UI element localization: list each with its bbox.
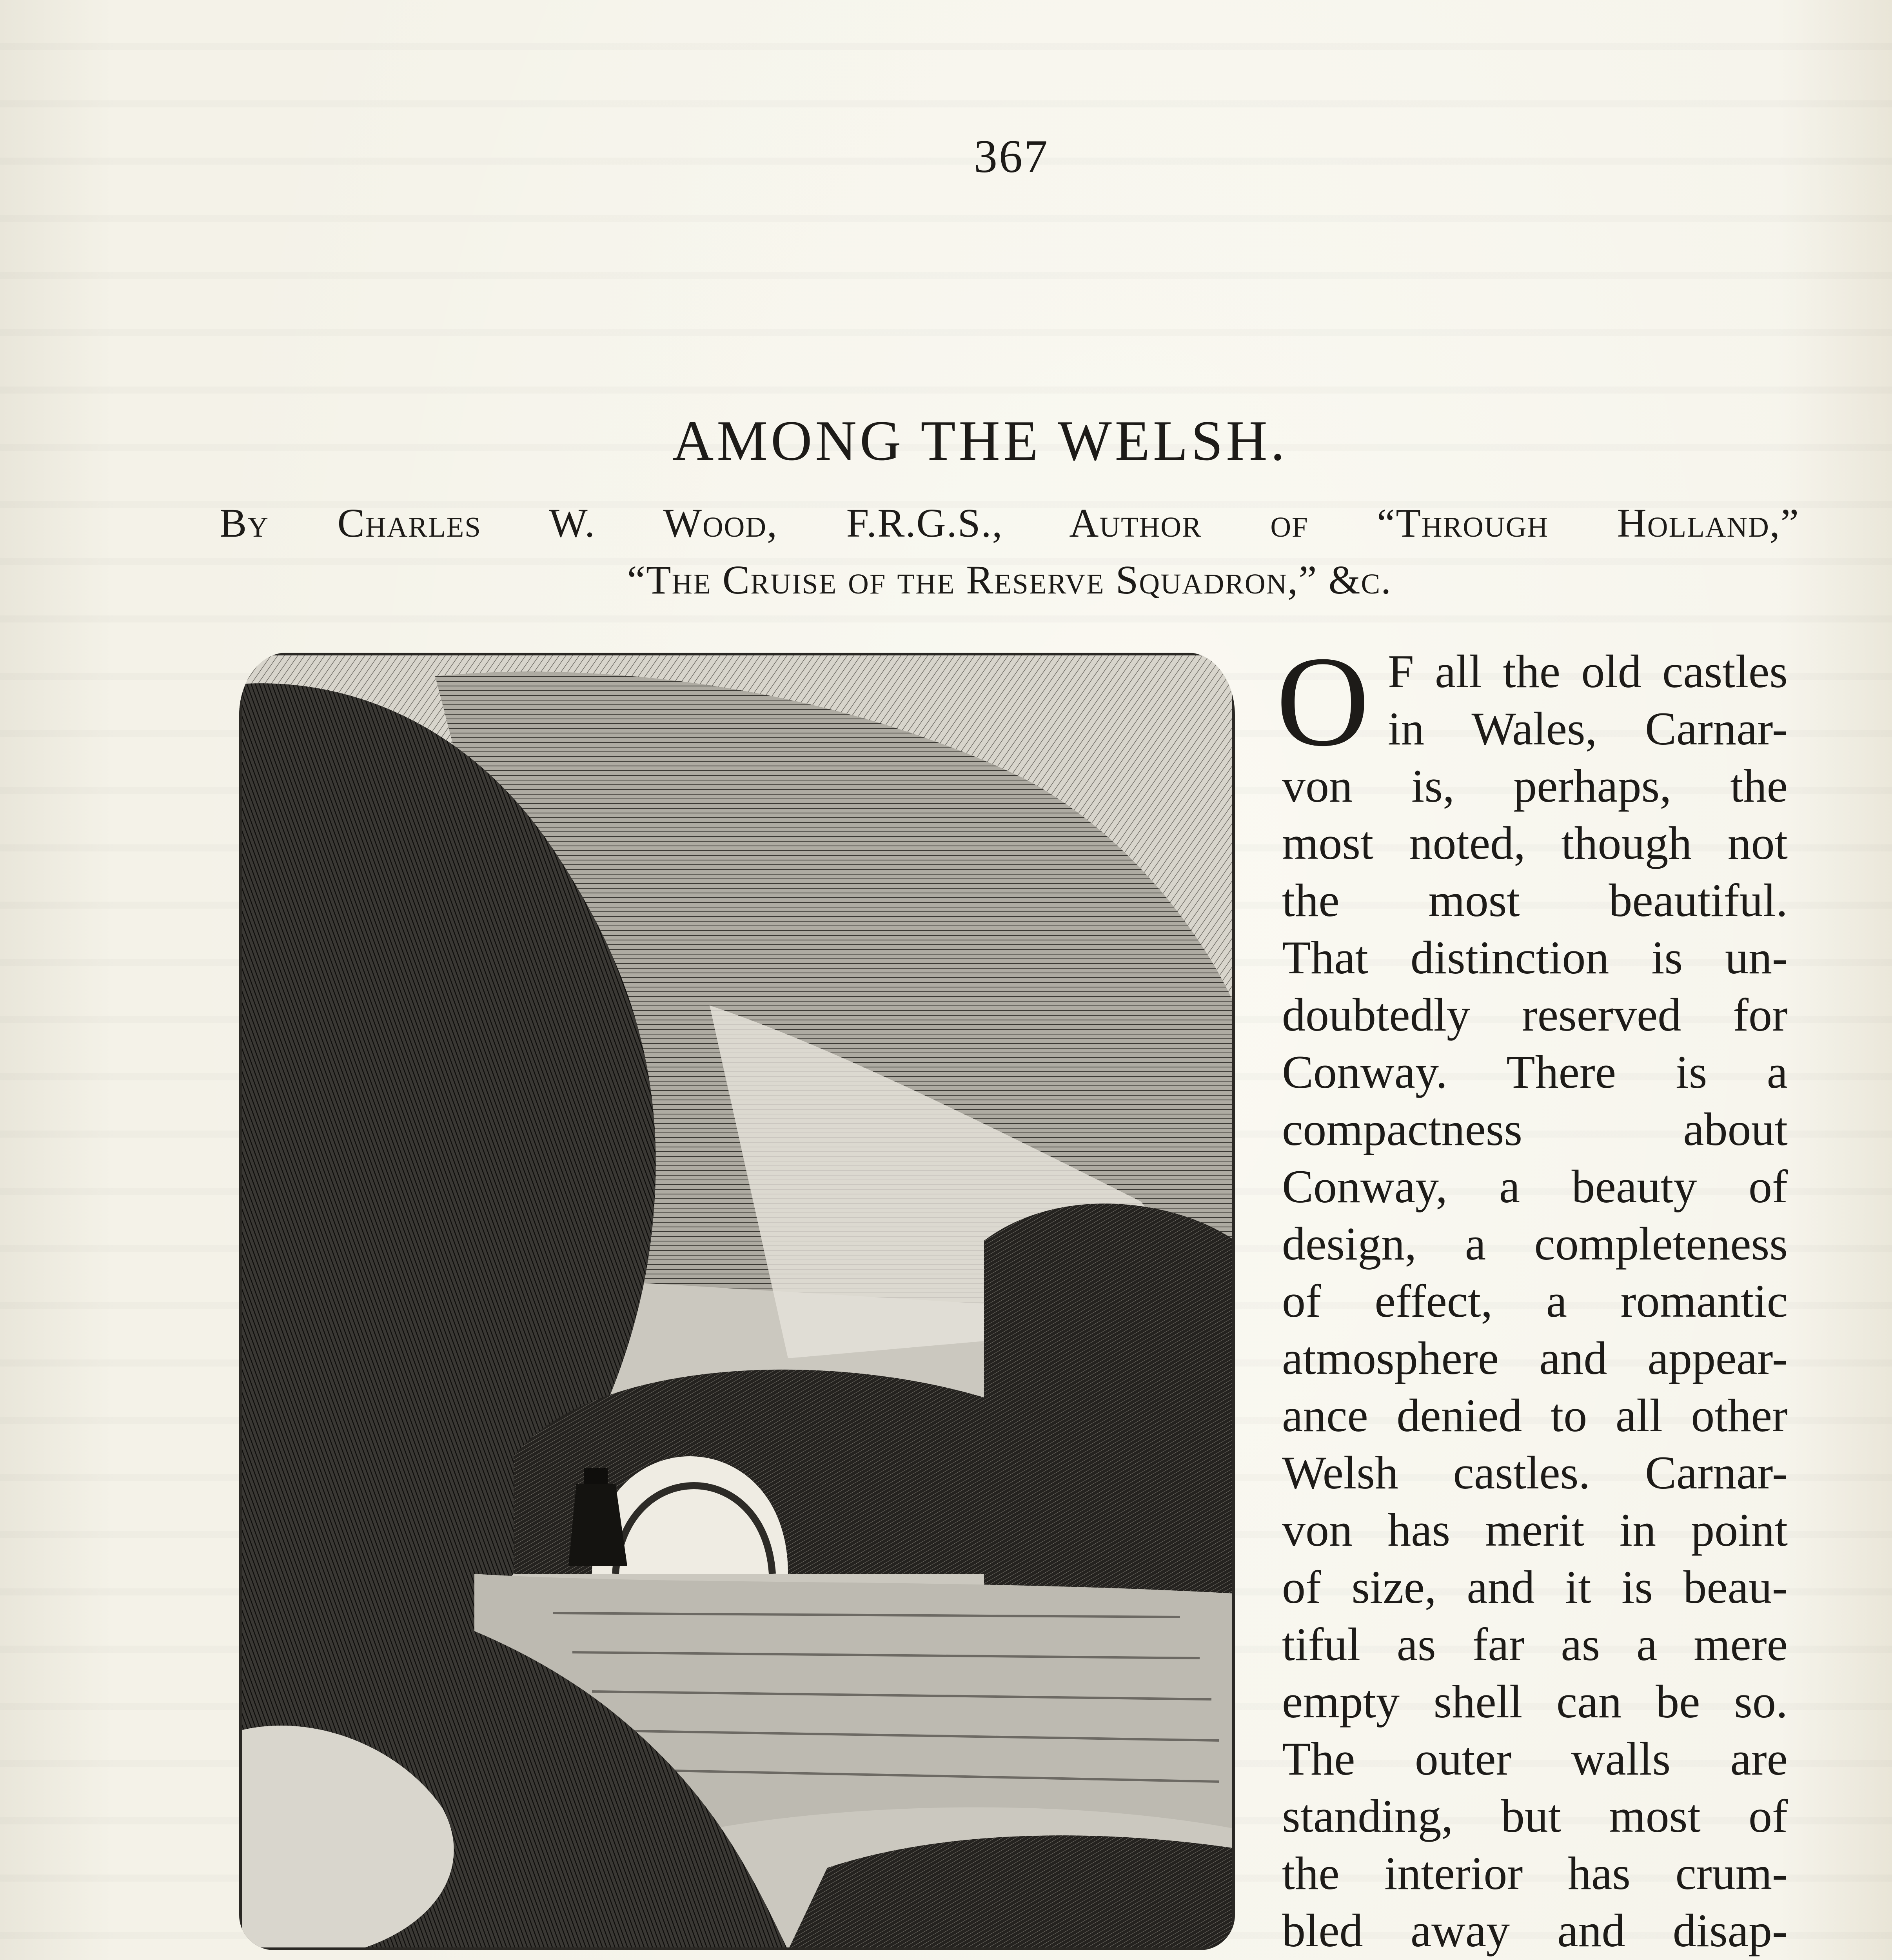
column-line: Conway, a beauty of (1282, 1160, 1788, 1212)
column-line: F all the old castles (1388, 645, 1788, 697)
column-line: in Wales, Carnar- (1388, 702, 1788, 755)
column-line: the most beautiful. (1282, 874, 1788, 926)
column-line: most noted, though not (1282, 817, 1788, 869)
column-line: atmosphere and appear- (1282, 1332, 1788, 1384)
column-line: the interior has crum- (1282, 1847, 1788, 1899)
column-line: of size, and it is beau- (1282, 1561, 1788, 1613)
column-line: von has merit in point (1282, 1504, 1788, 1556)
column-line: Conway. There is a (1282, 1046, 1788, 1098)
column-line: doubtedly reserved for (1282, 989, 1788, 1041)
column-line: ance denied to all other (1282, 1389, 1788, 1441)
engraving-illustration (239, 653, 1235, 1950)
column-line: compactness about (1282, 1103, 1788, 1155)
column-line: tiful as far as a mere (1282, 1618, 1788, 1670)
column-line: empty shell can be so. (1282, 1675, 1788, 1728)
column-line: design, a completeness (1282, 1218, 1788, 1270)
column-line: That distinction is un- (1282, 931, 1788, 984)
drop-cap: O (1276, 630, 1370, 773)
byline-line-2: “The Cruise of the Reserve Squadron,” &c. (627, 557, 1392, 603)
engraving-bridge-of-aberglaslyn (239, 653, 1235, 1950)
column-line: The outer walls are (1282, 1733, 1788, 1785)
column-line: Welsh castles. Carnar- (1282, 1446, 1788, 1499)
column-line: von is, perhaps, the (1282, 760, 1788, 812)
column-line: standing, but most of (1282, 1790, 1788, 1842)
article-title: AMONG THE WELSH. (672, 409, 1288, 472)
page-number: 367 (974, 130, 1049, 182)
column-line: of effect, a romantic (1282, 1275, 1788, 1327)
column-line: bled away and disap- (1282, 1904, 1788, 1956)
byline-line-1: By Charles W. Wood, F.R.G.S., Author of “Through Holland,” (220, 501, 1799, 546)
